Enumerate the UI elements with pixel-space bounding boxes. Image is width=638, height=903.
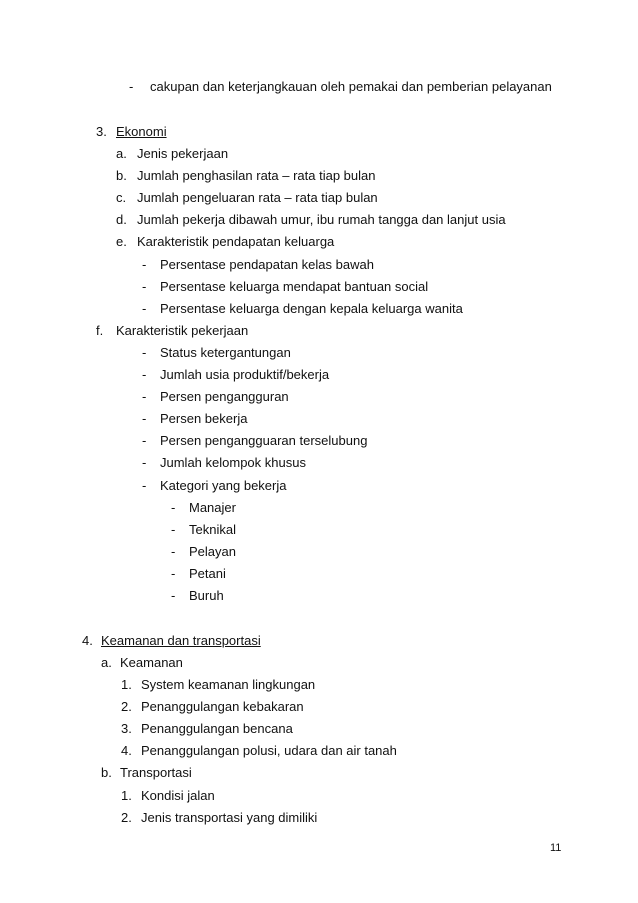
- page-number: 11: [550, 842, 562, 854]
- list-item-text: Persen bekerja: [160, 411, 248, 426]
- list-item-text: Jenis pekerjaan: [137, 146, 229, 161]
- list-marker: 2.: [121, 810, 132, 825]
- list-item-text: Kondisi jalan: [141, 788, 215, 803]
- list-marker: -: [142, 367, 147, 382]
- list-marker: -: [142, 301, 147, 316]
- list-marker: -: [142, 433, 147, 448]
- list-marker: 2.: [121, 699, 132, 714]
- list-marker: -: [142, 389, 147, 404]
- list-item-text: Transportasi: [120, 765, 192, 780]
- list-item-text: Kategori yang bekerja: [160, 478, 287, 493]
- section-heading: Ekonomi: [116, 124, 167, 139]
- list-marker: b.: [101, 765, 112, 780]
- list-marker: -: [142, 478, 147, 493]
- list-item-text: Jumlah penghasilan rata – rata tiap bulan: [137, 168, 376, 183]
- list-item-text: Keamanan: [120, 655, 183, 670]
- list-marker: e.: [116, 234, 127, 249]
- list-marker: 3.: [121, 721, 132, 736]
- section-heading: Keamanan dan transportasi: [101, 633, 261, 648]
- list-item-text: Petani: [189, 566, 226, 581]
- list-item-text: Jenis transportasi yang dimiliki: [141, 810, 318, 825]
- list-marker: -: [129, 79, 134, 94]
- list-item-text: Manajer: [189, 500, 236, 515]
- list-item-text: Jumlah kelompok khusus: [160, 455, 306, 470]
- list-marker: -: [142, 257, 147, 272]
- list-marker: 1.: [121, 677, 132, 692]
- list-marker: 4.: [82, 633, 93, 648]
- list-marker: a.: [101, 655, 112, 670]
- list-marker: -: [142, 279, 147, 294]
- list-marker: d.: [116, 212, 127, 227]
- list-item-text: System keamanan lingkungan: [141, 677, 316, 692]
- list-marker: f.: [96, 323, 104, 338]
- list-marker: 4.: [121, 743, 132, 758]
- list-item-text: Karakteristik pendapatan keluarga: [137, 234, 335, 249]
- list-marker: c.: [116, 190, 127, 205]
- list-item-text: Pelayan: [189, 544, 236, 559]
- list-item-text: Karakteristik pekerjaan: [116, 323, 249, 338]
- list-marker: b.: [116, 168, 127, 183]
- list-marker: -: [142, 411, 147, 426]
- list-item-text: cakupan dan keterjangkauan oleh pemakai dan pemberian pelayanan: [150, 79, 552, 94]
- list-marker: -: [171, 566, 176, 581]
- list-marker: 1.: [121, 788, 132, 803]
- list-item-text: Penanggulangan polusi, udara dan air tanah: [141, 743, 397, 758]
- list-marker: -: [171, 588, 176, 603]
- list-item-text: Persen pengangguaran terselubung: [160, 433, 368, 448]
- list-item-text: Penanggulangan bencana: [141, 721, 293, 736]
- list-item-text: Persentase keluarga mendapat bantuan social: [160, 279, 429, 294]
- list-item-text: Buruh: [189, 588, 224, 603]
- list-item-text: Teknikal: [189, 522, 236, 537]
- list-item-text: Persentase keluarga dengan kepala keluarga wanita: [160, 301, 463, 316]
- list-item-text: Penanggulangan kebakaran: [141, 699, 304, 714]
- list-item-text: Persen pengangguran: [160, 389, 289, 404]
- list-item-text: Status ketergantungan: [160, 345, 291, 360]
- list-marker: -: [142, 345, 147, 360]
- list-marker: -: [171, 522, 176, 537]
- list-item-text: Persentase pendapatan kelas bawah: [160, 257, 374, 272]
- list-marker: -: [171, 544, 176, 559]
- list-item-text: Jumlah usia produktif/bekerja: [160, 367, 330, 382]
- list-marker: -: [142, 455, 147, 470]
- list-marker: -: [171, 500, 176, 515]
- list-item-text: Jumlah pekerja dibawah umur, ibu rumah tangga dan lanjut usia: [137, 212, 506, 227]
- list-marker: a.: [116, 146, 127, 161]
- list-item-text: Jumlah pengeluaran rata – rata tiap bulan: [137, 190, 378, 205]
- list-marker: 3.: [96, 124, 107, 139]
